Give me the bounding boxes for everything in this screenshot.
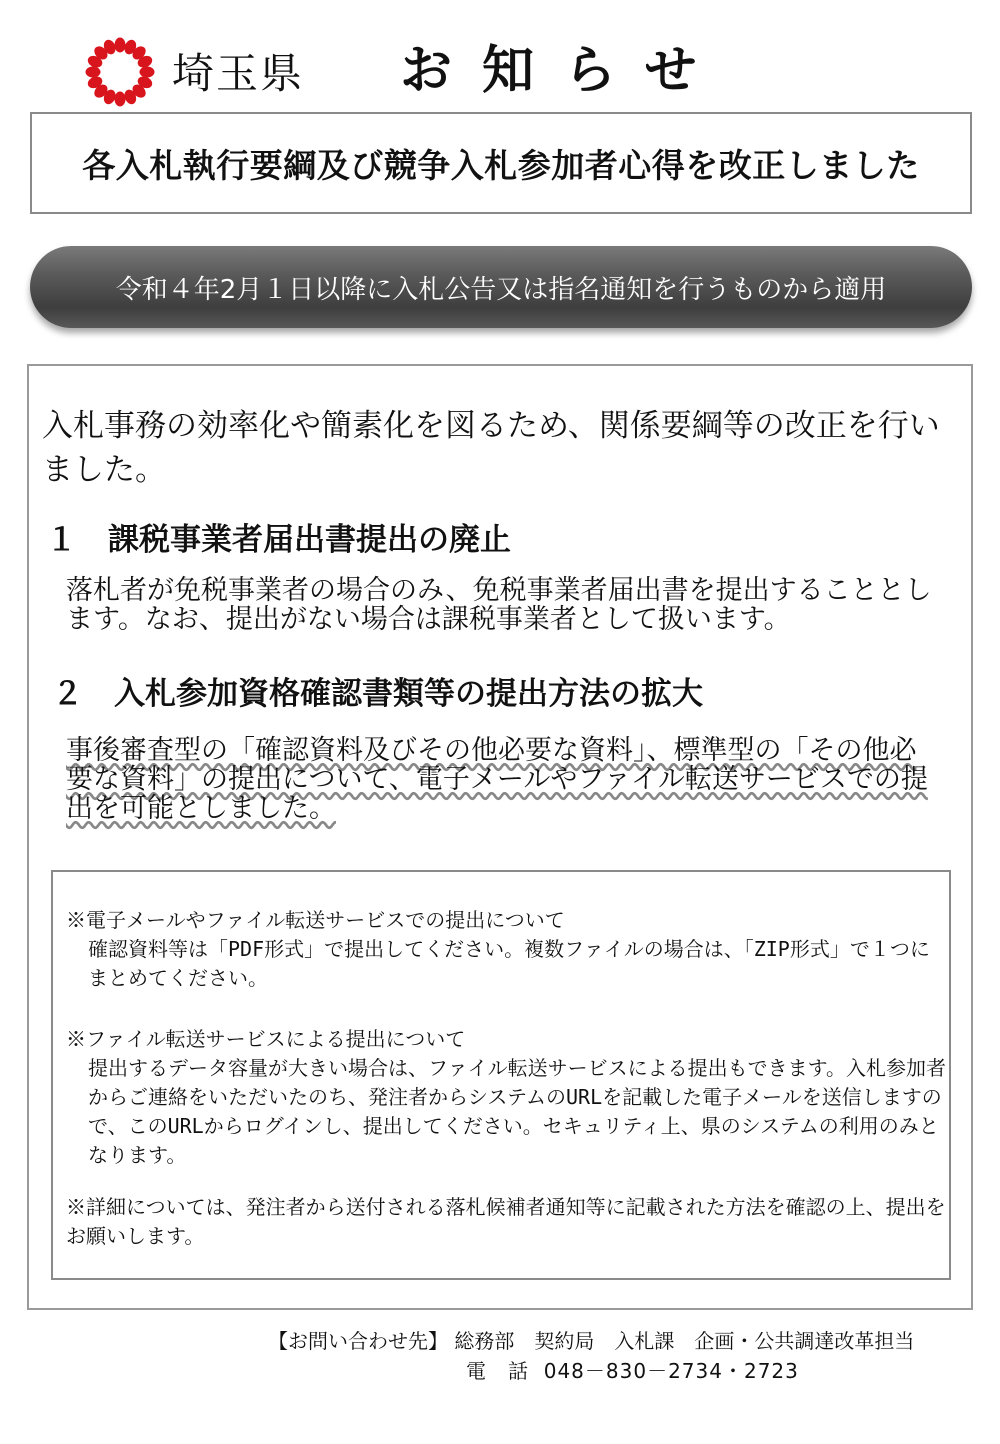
section-2-body: 事後審査型の「確認資料及びその他必要な資料」、標準型の「その他必要な資料」の提出について、電子メールやファイル転送サービスでの提出を可能としました。 — [66, 735, 928, 824]
section-2-heading: ２ 入札参加資格確認書類等の提出方法の拡大 — [52, 676, 703, 712]
note-heading: ※詳細については、発注者から送付される落札候補者通知等に記載された方法を確認の上、提出をお願いします。 — [66, 1195, 946, 1248]
contact-label: 【お問い合わせ先】 — [268, 1329, 448, 1353]
note-details — [66, 1193, 946, 1251]
phone-number: 048－830－2734・2723 — [543, 1359, 799, 1383]
contact-info — [268, 1326, 914, 1356]
note-heading: ※ファイル転送サービスによる提出について — [66, 1027, 466, 1051]
effective-date-banner — [30, 246, 972, 328]
contact-phone — [466, 1356, 799, 1386]
intro-text: 入札事務の効率化や簡素化を図るため、関係要綱等の改正を行いました。 — [42, 408, 940, 488]
note-body: 確認資料等は「PDF形式」で提出してください。複数ファイルの場合は、「ZIP形式」で１つにまとめてください。 — [88, 937, 930, 990]
contact-department: 総務部 契約局 入札課 企画・公共調達改革担当 — [454, 1329, 915, 1353]
page-title: 各入札執行要綱及び競争入札参加者心得を改正しました — [82, 145, 920, 185]
title-box — [30, 112, 972, 214]
note-heading: ※電子メールやファイル転送サービスでの提出について — [66, 908, 565, 932]
note-file-transfer-service — [66, 1025, 946, 1170]
saitama-emblem-icon — [84, 36, 156, 108]
banner-text: 令和４年2月１日以降に入札公告又は指名通知を行うものから適用 — [115, 274, 887, 305]
note-email-transfer — [66, 906, 946, 993]
notice-title: お知らせ — [400, 41, 727, 101]
note-body: 提出するデータ容量が大きい場合は、ファイル転送サービスによる提出もできます。入札参加者からご連絡をいただいたのち、発注者からシステムのURLを記載した電子メールを送信しますので、このURLからログインし、提出してください。セキュリティ上、県のシステムの利用のみとなります。 — [88, 1056, 946, 1167]
phone-label: 電 話 — [466, 1359, 529, 1383]
section-1-body: 落札者が免税事業者の場合のみ、免税事業者届出書を提出することとします。なお、提出がない場合は課税事業者として扱います。 — [66, 575, 932, 635]
prefecture-name: 埼玉県 — [172, 49, 305, 98]
section-1-heading: １ 課税事業者届出書提出の廃止 — [46, 522, 511, 558]
